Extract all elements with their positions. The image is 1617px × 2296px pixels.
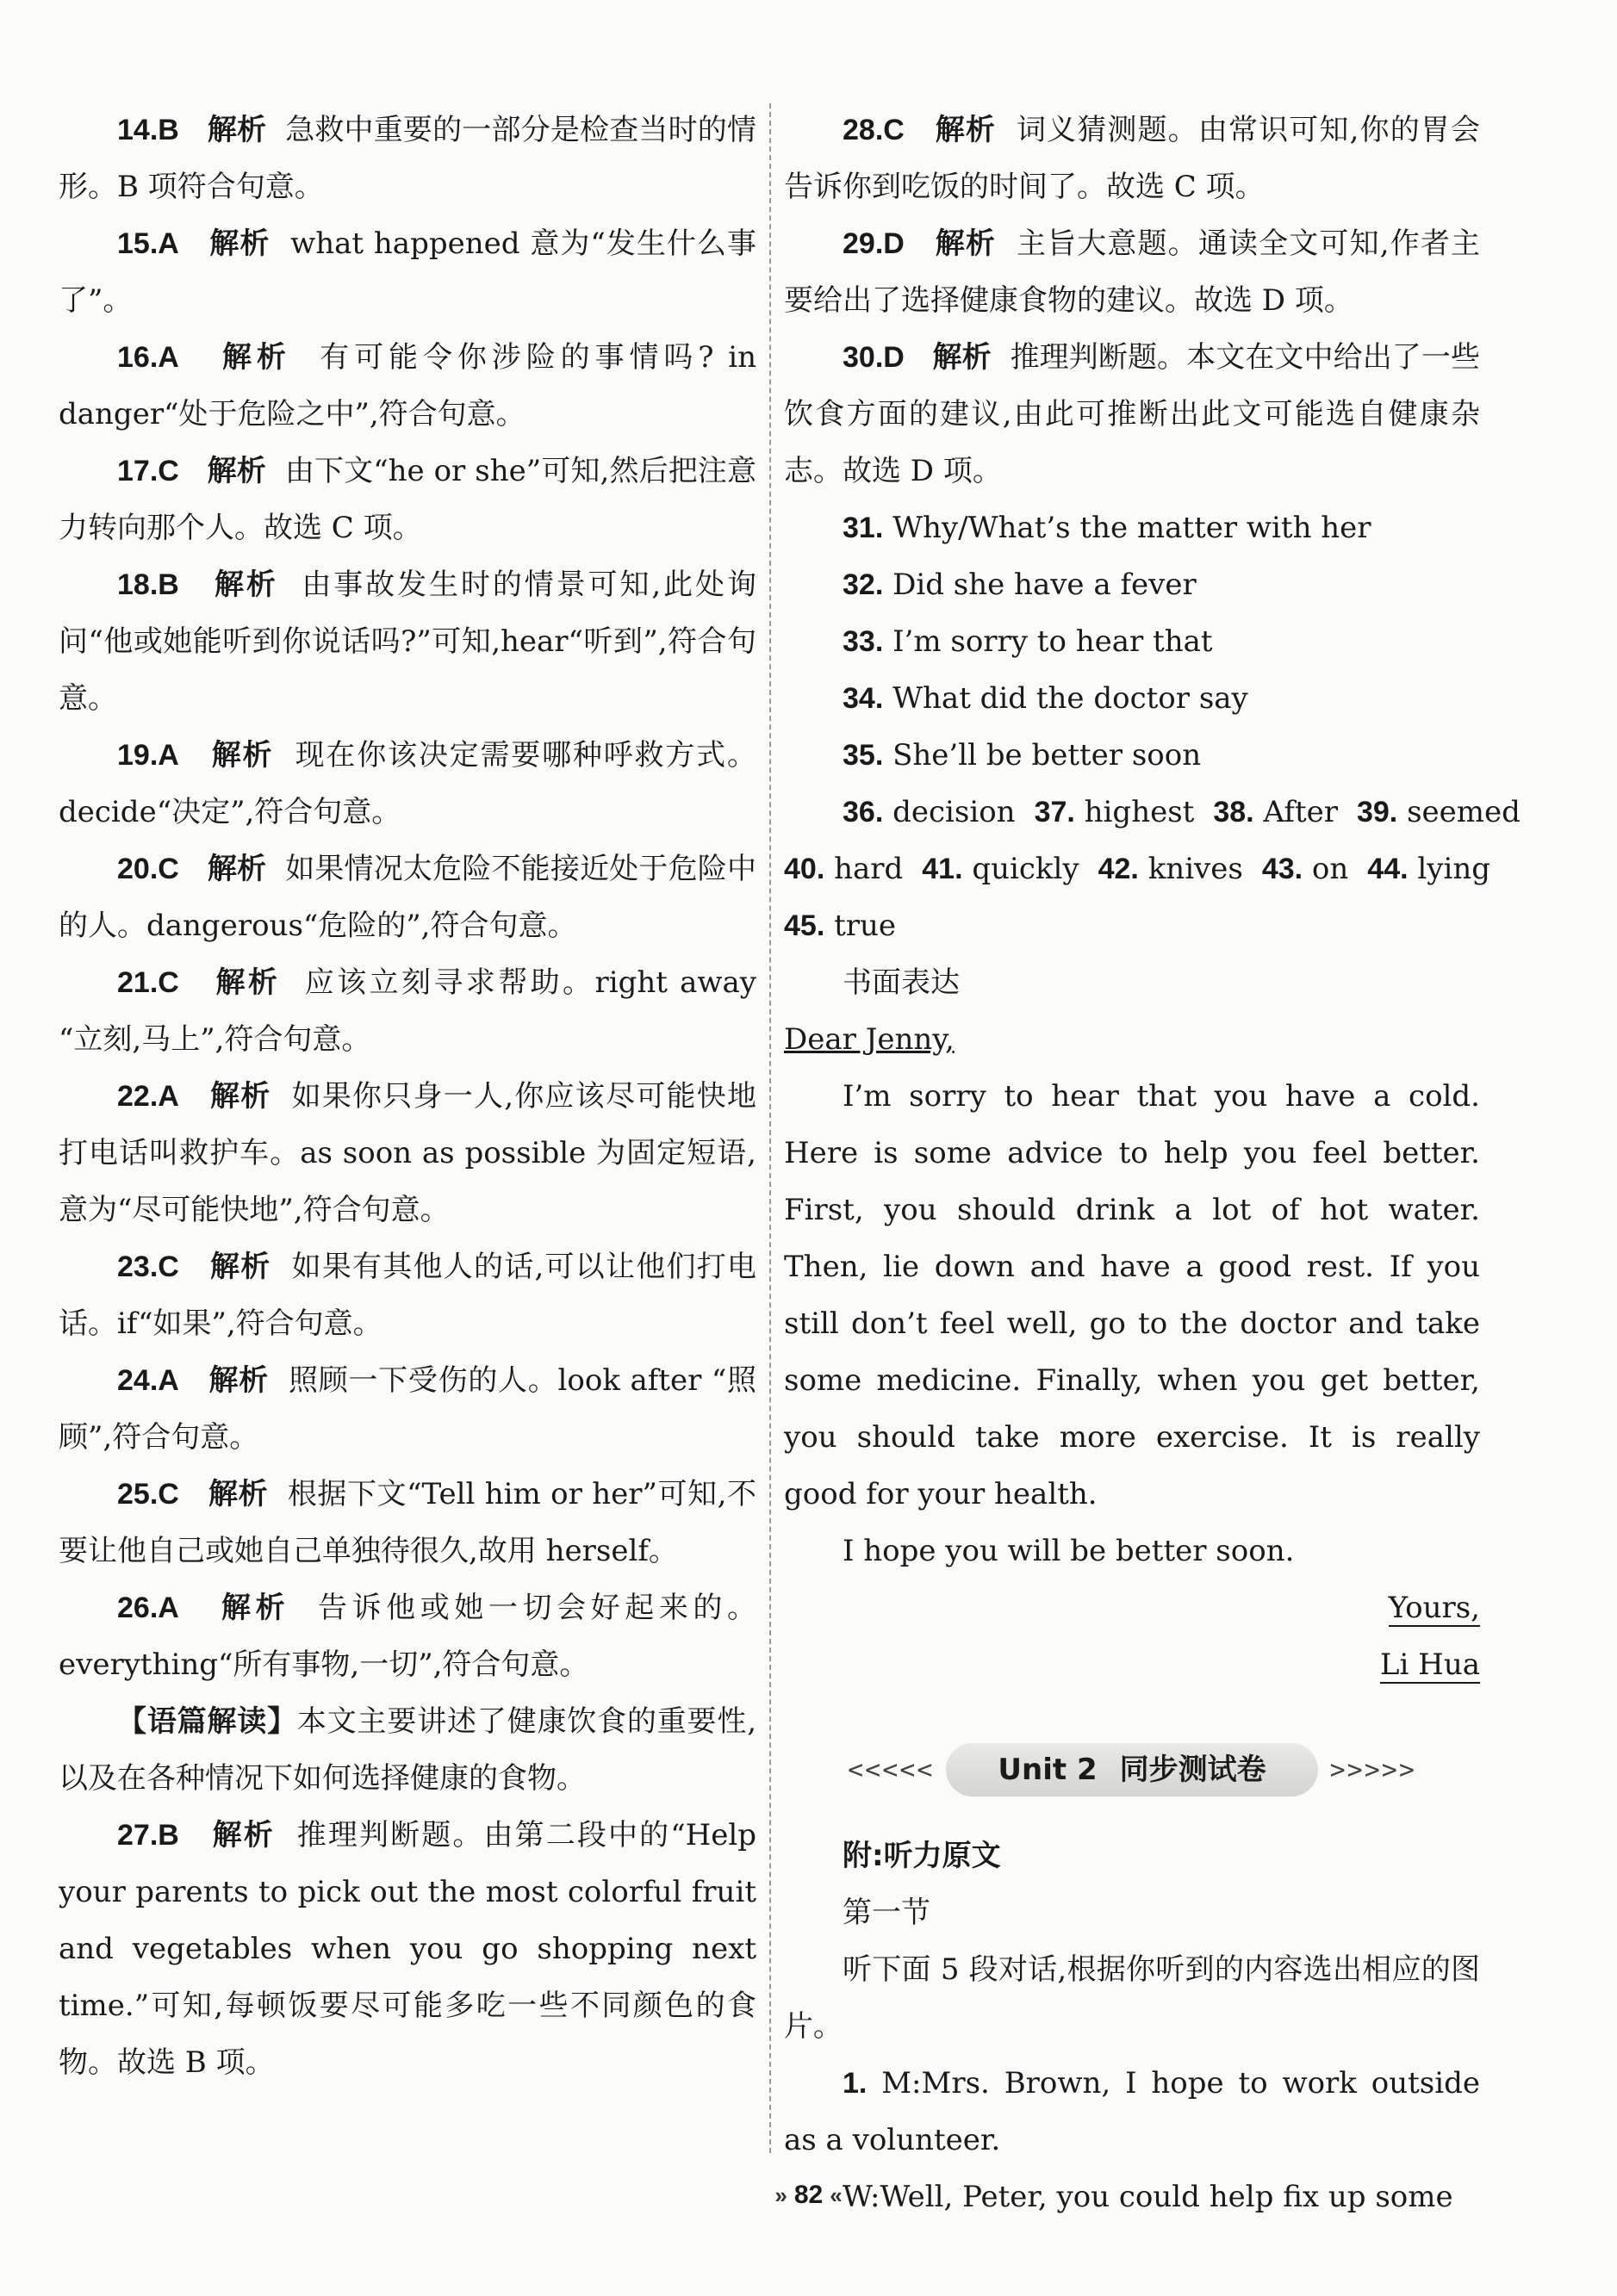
analysis-tag: 解析 [207,113,267,147]
answer-item [59,1352,756,1466]
salutation-text: Dear Jenny, [784,1022,955,1057]
banner-unit: Unit 2 [998,1753,1098,1787]
analysis-text: 主旨大意题。通读全文可知,作者主要给出了选择健康食物的建议。故选 D 项。 [784,226,1480,318]
vocab-item [1357,795,1521,829]
analysis-tag: 解析 [209,226,271,261]
analysis-text: 根据下文“Tell him or her”可知,不要让他自己或她自己单独待很久,故用 herself。 [59,1477,756,1568]
answer-item [59,1068,756,1238]
answer-number: 26. [117,1592,159,1624]
answer-letter: C [158,853,179,885]
vocab-word: knives [1147,852,1243,886]
answer-letter: C [883,114,905,146]
vocab-number: 38. [1213,796,1254,828]
answer-letter: A [158,1592,179,1624]
banner-title-pill [946,1743,1317,1796]
answer-number: 22. [117,1080,159,1113]
vocab-number: 36. [843,796,884,828]
answer-number: 28. [843,114,884,146]
answer-letter: C [158,455,179,487]
answer-letter: A [158,1364,179,1397]
vocab-number: 45. [784,909,825,942]
vocab-number: 37. [1034,796,1075,828]
dialogue-m: M:Mrs. Brown, I hope to work outside as a volunteer. [784,2066,1481,2157]
answer-item [59,954,756,1068]
answer-letter: C [158,966,179,999]
analysis-text: what happened 意为“发生什么事了”。 [59,226,756,318]
short-answer [784,727,1480,784]
answer-27 [59,1807,756,2091]
short-answer [784,613,1480,670]
analysis-tag: 解析 [221,1591,290,1625]
letter-signature [784,1636,1480,1693]
analysis-text: 急救中重要的一部分是检查当时的情形。B 项符合句意。 [59,113,756,204]
vocab-word: on [1311,852,1349,886]
answer-letter: D [883,341,905,374]
signature-text: Li Hua [1379,1648,1480,1682]
short-answer-text: Did she have a fever [892,568,1197,602]
vocab-item [784,909,896,943]
answer-number: 24. [117,1364,159,1397]
section-heading: 第一节 [843,1896,930,1930]
vocab-word: After [1263,795,1338,829]
closing-text: Yours, [1388,1591,1480,1625]
vocab-item [922,852,1079,886]
short-answer-number: 32. [843,568,884,601]
answer-letter: B [158,568,179,601]
answer-item [59,215,756,329]
left-answer-list [59,102,756,1693]
answer-item [59,102,756,215]
vocab-word: highest [1084,795,1195,829]
vocab-number: 42. [1098,853,1139,885]
vocab-number: 43. [1261,853,1303,885]
short-answer-text: I’m sorry to hear that [892,624,1213,659]
analysis-tag: 解析 [209,1079,271,1114]
analysis-tag: 解析 [211,738,274,773]
short-answer [784,556,1480,613]
answer-number: 23. [117,1250,159,1283]
answer-letter: A [158,341,179,374]
answer-letter: C [158,1250,179,1283]
unit-banner [784,1733,1480,1807]
vocab-number: 40. [784,853,825,885]
analysis-tag: 解析 [207,852,267,886]
analysis-text: 由事故发生时的情景可知,此处询问“他或她能听到你说话吗?”可知,hear“听到”,符合句意。 [59,568,756,716]
answer-item [784,102,1480,215]
page-number: 82 [793,2181,824,2209]
vocab-word: decision [892,795,1016,829]
analysis-text: 推理判断题。由第二段中的“Help your parents to pick out the most colorful fruit and vegetables when you go shopping next time.”可知,每顿饭要尽可能多吃一些不同颜色的食物。故选 B 项。 [59,1818,756,2080]
answer-letter: A [158,739,179,772]
answer-item [59,727,756,841]
answer-number: 16. [117,341,159,374]
vocab-number: 39. [1356,796,1398,828]
letter-salutation [784,1011,1480,1068]
answer-item [59,329,756,443]
vocab-word: hard [834,852,904,886]
vocab-item [1098,852,1243,886]
analysis-tag: 解析 [209,1250,271,1284]
vocab-row [784,841,1490,897]
analysis-tag: 解析 [208,1477,269,1511]
answer-item [784,329,1480,500]
answer-letter: D [883,227,905,260]
vocab-row [784,897,1480,954]
banner-title: 同步测试卷 [1119,1753,1266,1787]
listening-instructions: 听下面 5 段对话,根据你听到的内容选出相应的图片。 [784,1952,1480,2044]
vocab-word: lying [1417,852,1490,886]
analysis-tag: 解析 [212,1818,275,1852]
analysis-text: 如果有其他人的话,可以让他们打电话。if“如果”,符合句意。 [59,1250,756,1341]
short-answer-number: 34. [843,682,884,715]
answer-item [784,215,1480,329]
banner-left-arrows: <<<<< [848,1754,935,1785]
vocab-item [1035,795,1195,829]
short-answer-text: Why/What’s the matter with her [892,511,1371,545]
appendix-heading: 附:听力原文 [843,1839,1001,1873]
answer-number: 19. [117,739,159,772]
reading-summary [59,1693,756,1807]
banner-right-arrows: >>>>> [1329,1754,1416,1785]
answer-number: 21. [117,966,159,999]
short-answer [784,500,1480,556]
analysis-text: 照顾一下受伤的人。look after “照顾”,符合句意。 [59,1363,756,1455]
vocab-word: quickly [972,852,1079,886]
answer-letter: A [158,227,179,260]
analysis-text: 由下文“he or she”可知,然后把注意力转向那个人。故选 C 项。 [59,454,756,545]
column-divider [769,103,771,2153]
letter-closing-line: I hope you will be better soon. [843,1534,1295,1568]
analysis-text: 现在你该决定需要哪种呼救方式。decide“决定”,符合句意。 [59,738,756,829]
reading-text: 本文主要讲述了健康饮食的重要性,以及在各种情况下如何选择健康的食物。 [59,1704,757,1796]
writing-heading: 书面表达 [843,965,960,1000]
analysis-text: 有可能令你涉险的事情吗? in danger“处于危险之中”,符合句意。 [59,340,756,431]
reading-label: 【语篇解读】 [117,1704,297,1739]
analysis-tag: 解析 [215,965,281,1000]
analysis-tag: 解析 [208,1363,269,1398]
answer-item [59,1579,756,1693]
analysis-text: 告诉他或她一切会好起来的。everything“所有事物,一切”,符合句意。 [59,1591,756,1682]
analysis-text: 如果你只身一人,你应该尽可能快地打电话叫救护车。as soon as possible 为固定短语,意为“尽可能快地”,符合句意。 [59,1079,756,1227]
analysis-tag: 解析 [215,568,278,602]
dialogue-number: 1. [843,2067,868,2100]
vocab-word: seemed [1407,795,1521,829]
vocab-item [784,852,903,886]
short-answer-text: She’ll be better soon [892,738,1202,773]
answer-letter: A [158,1080,179,1113]
answer-number: 17. [117,455,159,487]
answer-item [59,1466,756,1579]
vocab-number: 44. [1367,853,1409,885]
vocab-word: true [834,909,897,943]
dialogue-line [784,2055,1480,2169]
answer-letter: B [158,114,179,146]
vocab-item [1367,852,1490,886]
answer-number: 25. [117,1478,159,1511]
footer-right-chevron: « [830,2182,843,2208]
short-answer [784,670,1480,727]
analysis-tag: 解析 [935,113,997,147]
vocab-row [784,784,1521,841]
answer-number: 20. [117,853,159,885]
letter-body: I’m sorry to hear that you have a cold. Here is some advice to help you feel better. First, you should drink a lot of hot water. Then, lie down and have a good rest. If you still don’t feel well, go to the doctor and take some medicine. Finally, when you get better, you should take more exercise. It is really good for your health. [784,1079,1480,1511]
footer-left-chevron: » [774,2182,787,2208]
short-answer-number: 31. [843,512,884,544]
right-column [784,102,1521,2225]
right-answer-list [784,102,1480,500]
answer-item [59,841,756,954]
answer-item [59,443,756,556]
analysis-tag: 解析 [221,340,291,375]
short-answer-number: 35. [843,739,884,772]
answer-number: 27. [117,1819,159,1852]
analysis-text: 应该立刻寻求帮助。right away “立刻,马上”,符合句意。 [59,965,756,1057]
analysis-tag: 解析 [932,340,992,375]
analysis-tag: 解析 [935,226,997,261]
analysis-tag: 解析 [207,454,266,488]
answer-number: 15. [117,227,159,260]
vocab-item [1213,795,1338,829]
answer-item [59,556,756,727]
short-answer-text: What did the doctor say [892,681,1248,716]
analysis-text: 词义猜测题。由常识可知,你的胃会告诉你到吃饭的时间了。故选 C 项。 [784,113,1480,204]
left-column [59,102,756,2091]
answer-letter: B [158,1819,179,1852]
vocab-item [843,795,1016,829]
vocab-number: 41. [922,853,963,885]
answer-item [59,1238,756,1352]
answer-number: 14. [117,114,159,146]
answer-number: 18. [117,568,159,601]
page-footer [0,2181,1617,2210]
dialogue-line: W:Well, Peter, you could help fix up some [843,2180,1453,2214]
short-answer-list [784,500,1480,784]
answer-number: 29. [843,227,884,260]
letter-closing [784,1579,1480,1636]
answer-letter: C [158,1478,179,1511]
analysis-text: 如果情况太危险不能接近处于危险中的人。dangerous“危险的”,符合句意。 [59,852,756,943]
answer-number: 30. [843,341,884,374]
vocab-item [1262,852,1348,886]
analysis-text: 推理判断题。本文在文中给出了一些饮食方面的建议,由此可推断出此文可能选自健康杂志。故选 D 项。 [784,340,1480,488]
short-answer-number: 33. [843,625,884,658]
